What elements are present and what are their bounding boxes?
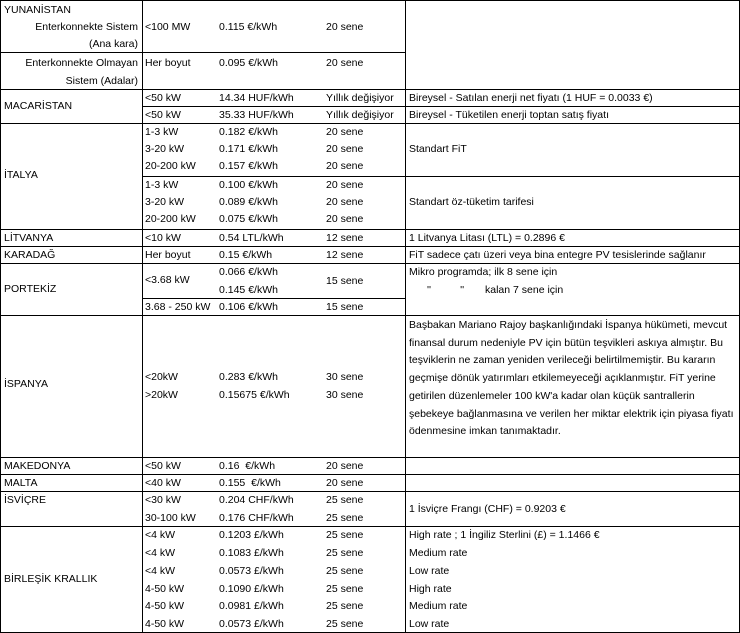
note: Standart öz-tüketim tarifesi [409,196,534,208]
note: Bireysel - Satılan enerji net fiyatı (1 HUF = 0.0033 €) [409,92,653,104]
region-label: Sistem (Adalar) [65,75,138,87]
support-period: 12 sene [326,232,364,244]
support-period: 20 sene [326,213,364,225]
row-divider [0,246,740,247]
country-name: MALTA [4,477,38,489]
row-divider [142,176,740,177]
tariff-price: 0.0981 £/kWh [219,600,284,612]
row-divider [0,526,740,527]
support-period: 25 sene [326,565,364,577]
tariff-price: 0.182 €/kWh [219,126,278,138]
note: High rate ; 1 İngiliz Sterlini (£) = 1.1466 € [409,529,600,541]
note: High rate [409,583,452,595]
system-size: 4-50 kW [145,600,185,612]
support-period: 20 sene [326,196,364,208]
row-divider [142,106,740,107]
region-label: (Ana kara) [88,38,138,50]
row-divider [0,263,740,264]
country-name: YUNANİSTAN [4,4,71,16]
tariff-price: 0.204 CHF/kWh [219,494,294,506]
system-size: <100 MW [145,21,191,33]
support-period: 25 sene [326,529,364,541]
note: 1 İsviçre Frangı (CHF) = 0.9203 € [409,503,566,515]
system-size: <10 kW [145,232,181,244]
note: Bireysel - Tüketilen enerji toptan satış fiyatı [409,109,609,121]
country-name: MAKEDONYA [4,460,71,472]
row-divider [0,89,740,90]
system-size: 30-100 kW [145,512,196,524]
tariff-price: 0.115 €/kWh [219,21,278,33]
support-period: 15 sene [326,301,364,313]
tariff-price: 0.0573 £/kWh [219,618,284,630]
tariff-price: 0.1083 £/kWh [219,547,284,559]
system-size: <30 kW [145,494,181,506]
row-divider [142,298,405,299]
tariff-price: 0.089 €/kWh [219,196,278,208]
note: kalan 7 sene için [485,284,564,296]
row-divider [0,491,740,492]
column-divider-period [405,0,406,633]
system-size: 20-200 kW [145,160,196,172]
tariff-price: 35.33 HUF/kWh [219,109,294,121]
ditto-marks: '' '' [427,284,465,296]
table-border-left [0,0,1,633]
support-period: 20 sene [326,460,364,472]
spain-note: Başbakan Mariano Rajoy başkanlığındaki İspanya hükümeti, mevcut finansal durum nedeniyle PV için bütün teşvikleri askıya almıştır. Bu teşviklerin ne zaman yeniden verileceği belirtilmemiştir. Bu kararın geçmişe dönük yatırımları etkilemeyeceği açıklanmıştır. FiT yerine getirilen düzenlemeler 100 kW'a kadar olan küçük santrallerin şebekeye bağlanmasına ve verilen her miktar elektrik için piyasa fiyatı ödenmesine imkan tanımaktadır. [409,319,734,438]
note: FiT sadece çatı üzeri veya bina entegre PV tesislerinde sağlanır [409,250,706,261]
support-period: 30 sene [326,371,364,383]
system-size: >20kW [145,389,178,401]
support-period: 25 sene [326,618,364,630]
support-period: 20 sene [326,57,364,69]
system-size: <50 kW [145,109,181,121]
tariff-price: 0.15675 €/kWh [219,389,290,401]
row-divider [0,457,740,458]
support-period: 20 sene [326,21,364,33]
note: Medium rate [409,547,468,559]
row-divider [0,474,740,475]
note: Mikro programda; ilk 8 sene için [409,266,558,278]
tariff-price: 0.155 €/kWh [219,477,281,489]
system-size: 4-50 kW [145,583,185,595]
support-period: 20 sene [326,179,364,191]
country-name: MACARİSTAN [4,100,73,112]
system-size: <20kW [145,371,178,383]
tariff-price: 0.283 €/kWh [219,371,278,383]
support-period: 15 sene [326,275,364,287]
system-size: <50 kW [145,92,181,104]
system-size: 4-50 kW [145,618,185,630]
support-period: 20 sene [326,160,364,172]
tariff-price: 0.095 €/kWh [219,57,278,69]
tariff-price: 0.1090 £/kWh [219,583,284,595]
support-period: 25 sene [326,583,364,595]
country-name: BİRLEŞİK KRALLIK [4,573,98,585]
tariff-price: 0.106 €/kWh [219,301,278,313]
system-size: 1-3 kW [145,126,179,138]
tariff-price: 0.176 CHF/kWh [219,512,294,524]
system-size: <4 kW [145,529,176,541]
tariff-price: 0.075 €/kWh [219,213,278,225]
support-period: 25 sene [326,494,364,506]
support-period: 30 sene [326,389,364,401]
note: Standart FiT [409,143,467,155]
tariff-price: 0.54 LTL/kWh [219,232,284,244]
row-divider [0,52,405,53]
country-name: PORTEKİZ [4,283,57,295]
support-period: 20 sene [326,126,364,138]
region-label: Enterkonnekte Sistem [35,21,138,33]
support-period: Yıllık değişiyor [326,92,394,104]
country-name: İSPANYA [4,378,48,390]
country-name: İSVİÇRE [4,494,47,506]
tariff-price: 0.16 €/kWh [219,460,276,472]
system-size: 20-200 kW [145,213,196,225]
tariff-price: 0.0573 £/kWh [219,565,284,577]
support-period: 25 sene [326,600,364,612]
row-divider [0,315,740,316]
system-size: Her boyut [145,57,191,69]
tariff-price: 0.145 €/kWh [219,284,278,296]
row-divider [0,229,740,230]
tariff-price: 0.1203 £/kWh [219,529,284,541]
support-period: 20 sene [326,477,364,489]
column-divider-country [142,0,143,633]
tariff-price: 0.100 €/kWh [219,179,278,191]
note: Low rate [409,565,450,577]
support-period: 25 sene [326,512,364,524]
system-size: <4 kW [145,547,176,559]
support-period: 25 sene [326,547,364,559]
note: Medium rate [409,600,468,612]
system-size: <3.68 kW [145,274,190,286]
system-size: 3-20 kW [145,196,185,208]
system-size: <40 kW [145,477,181,489]
row-divider [0,123,740,124]
system-size: 1-3 kW [145,179,179,191]
tariff-price: 0.171 €/kWh [219,143,278,155]
system-size: 3.68 - 250 kW [145,301,211,313]
tariff-price: 0.157 €/kWh [219,160,278,172]
tariff-price: 0.15 €/kWh [219,249,273,261]
tariff-price: 0.066 €/kWh [219,266,278,278]
support-period: Yıllık değişiyor [326,109,394,121]
support-period: 20 sene [326,143,364,155]
support-period: 12 sene [326,249,364,261]
country-name: LİTVANYA [4,232,54,244]
country-name: İTALYA [4,169,38,181]
system-size: 3-20 kW [145,143,185,155]
note: 1 Litvanya Litası (LTL) = 0.2896 € [409,232,565,244]
country-name: KARADAĞ [4,249,56,261]
system-size: <4 kW [145,565,176,577]
tariff-price: 14.34 HUF/kWh [219,92,294,104]
system-size: <50 kW [145,460,181,472]
region-label: Enterkonnekte Olmayan [25,57,138,69]
system-size: Her boyut [145,249,191,261]
note: Low rate [409,618,450,630]
row-divider [0,0,740,1]
